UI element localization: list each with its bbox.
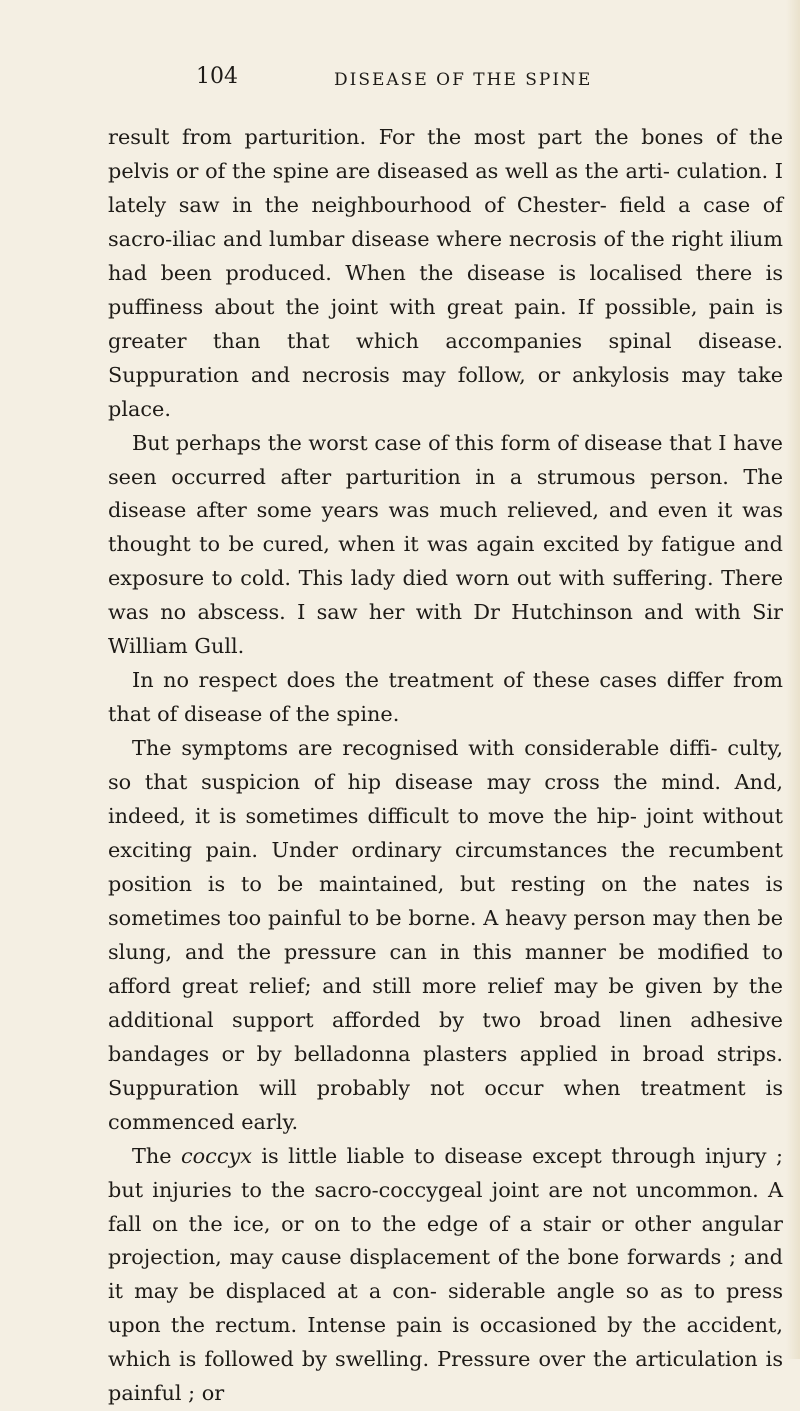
body-text [108, 121, 783, 1411]
running-title: DISEASE OF THE SPINE [334, 70, 593, 90]
paragraph-5 [108, 1140, 783, 1411]
paragraph-5-lead: The [132, 1143, 182, 1168]
page-edge-shadow [786, 0, 800, 1359]
paragraph-4: The symptoms are recognised with considerable diffi- culty, so that suspicion of hip disease may cross the mind. And, indeed, it is sometimes difficult to move the hip- joint without exciting pain. Under ordinary circumstances the recumbent position is to be maintained, but resting on the nates is sometimes too painful to be borne. A heavy person may then be slung, and the pressure can in this manner be modified to afford great relief; and still more relief may be given by the additional support afforded by two broad linen adhesive bandages or by belladonna plasters applied in broad strips. Suppuration will probably not occur when treatment is commenced early. [108, 736, 783, 1134]
paragraph-1: result from parturition. For the most part the bones of the pelvis or of the spine are diseased as well as the arti- culation. I lately saw in the neighbourhood of Chester- field a case of sacro-iliac and lumbar disease where necrosis of the right ilium had been produced. When the disease is localised there is puffiness about the joint with great pain. If possible, pain is greater than that which accompanies spinal disease. Suppuration and necrosis may follow, or ankylosis may take place. [108, 125, 783, 421]
paragraph-2: But perhaps the worst case of this form of disease that I have seen occurred after parturition in a strumous person. The disease after some years was much relieved, and even it was thought to be cured, when it was again excited by fatigue and exposure to cold. This lady died worn out with suffering. There was no abscess. I saw her with Dr Hutchinson and with Sir William Gull. [108, 430, 783, 659]
running-head [108, 0, 760, 90]
paragraph-3: In no respect does the treatment of these cases differ from that of disease of the spine. [108, 668, 783, 727]
paragraph-5-rest: is little liable to disease except through injury ; but injuries to the sacro-coccygeal joint are not uncommon. A fall on the ice, or on to the edge of a stair or other angular projection, may cause displacement of the bone forwards ; and it may be displaced at a con- siderable angle so as to press upon the rectum. Intense pain is occasioned by the accident, which is followed by swelling. Pressure over the articulation is painful ; or [108, 1143, 783, 1406]
page-number: 104 [196, 64, 238, 89]
italic-term-coccyx: coccyx [181, 1143, 252, 1168]
